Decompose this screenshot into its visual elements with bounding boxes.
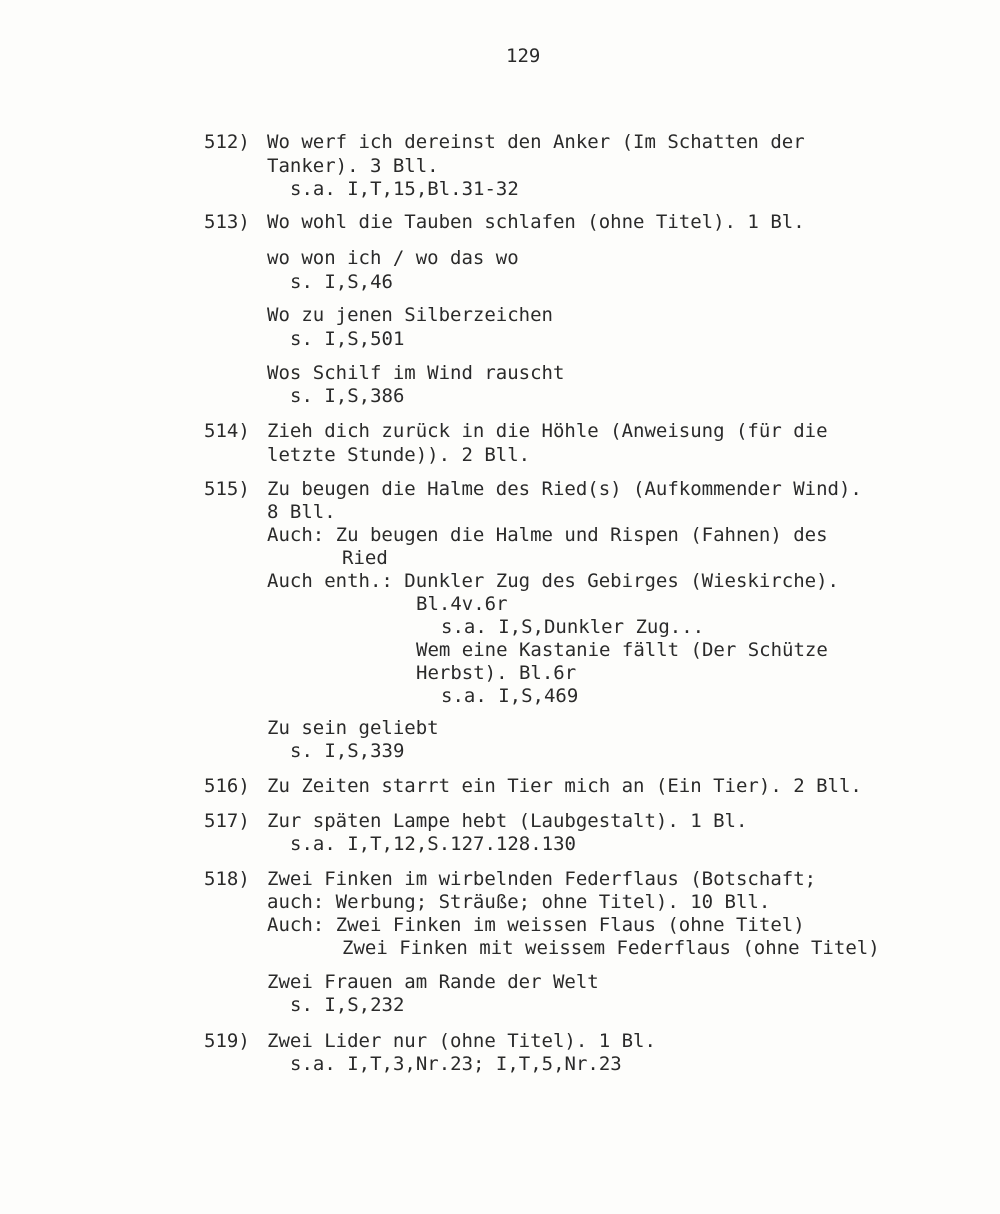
entry-reference: s.a. I,T,12,S.127.128.130: [290, 833, 576, 855]
entry-number: 512): [204, 131, 250, 153]
entry-text: Zwei Lider nur (ohne Titel). 1 Bl.: [267, 1030, 656, 1052]
entry-reference: s. I,S,386: [290, 385, 405, 407]
entry-text: Herbst). Bl.6r: [416, 662, 577, 684]
entry-text: Wos Schilf im Wind rauscht: [267, 362, 565, 384]
entry-reference: s.a. I,T,15,Bl.31-32: [290, 178, 519, 200]
entry-number: 516): [204, 775, 250, 797]
entry-text: Zieh dich zurück in die Höhle (Anweisung (für die: [267, 420, 828, 442]
entry-number: 515): [204, 478, 250, 500]
entry-reference: s. I,S,46: [290, 271, 393, 293]
entry-text: Zu Zeiten starrt ein Tier mich an (Ein Tier). 2 Bll.: [267, 775, 862, 797]
entry-text: 8 Bll.: [267, 501, 336, 523]
entry-text: Bl.4v.6r: [416, 593, 508, 615]
entry-number: 517): [204, 810, 250, 832]
entry-text: Wo zu jenen Silberzeichen: [267, 304, 553, 326]
entry-text: wo won ich / wo das wo: [267, 247, 519, 269]
page-number: 129: [506, 45, 541, 67]
entry-text: auch: Werbung; Sträuße; ohne Titel). 10 Bll.: [267, 891, 771, 913]
entry-reference: s. I,S,339: [290, 740, 405, 762]
entry-text: Ried: [342, 547, 388, 569]
entry-text: Zwei Finken im wirbelnden Federflaus (Botschaft;: [267, 868, 817, 890]
entry-text: Wem eine Kastanie fällt (Der Schütze: [416, 639, 828, 661]
entry-reference: s.a. I,T,3,Nr.23; I,T,5,Nr.23: [290, 1053, 622, 1075]
entry-number: 513): [204, 211, 250, 233]
entry-text: Zur späten Lampe hebt (Laubgestalt). 1 Bl.: [267, 810, 748, 832]
entry-number: 514): [204, 420, 250, 442]
entry-text: Auch enth.: Dunkler Zug des Gebirges (Wieskirche).: [267, 570, 839, 592]
entry-text: Zwei Finken mit weissem Federflaus (ohne Titel): [342, 937, 880, 959]
entry-text: Wo wohl die Tauben schlafen (ohne Titel). 1 Bl.: [267, 211, 805, 233]
entry-text: Wo werf ich dereinst den Anker (Im Schatten der: [267, 131, 805, 153]
entry-text: Auch: Zwei Finken im weissen Flaus (ohne Titel): [267, 914, 805, 936]
entry-text: Zu sein geliebt: [267, 717, 439, 739]
entry-text: letzte Stunde)). 2 Bll.: [267, 444, 531, 466]
entry-text: Zu beugen die Halme des Ried(s) (Aufkommender Wind).: [267, 478, 862, 500]
entry-number: 519): [204, 1030, 250, 1052]
entry-text: Auch: Zu beugen die Halme und Rispen (Fahnen) des: [267, 524, 828, 546]
entry-reference: s. I,S,232: [290, 994, 405, 1016]
entry-number: 518): [204, 868, 250, 890]
entry-text: Zwei Frauen am Rande der Welt: [267, 971, 599, 993]
entry-reference: s.a. I,S,Dunkler Zug...: [441, 616, 705, 638]
entry-reference: s.a. I,S,469: [441, 685, 579, 707]
entry-reference: s. I,S,501: [290, 328, 405, 350]
entry-text: Tanker). 3 Bll.: [267, 155, 439, 177]
